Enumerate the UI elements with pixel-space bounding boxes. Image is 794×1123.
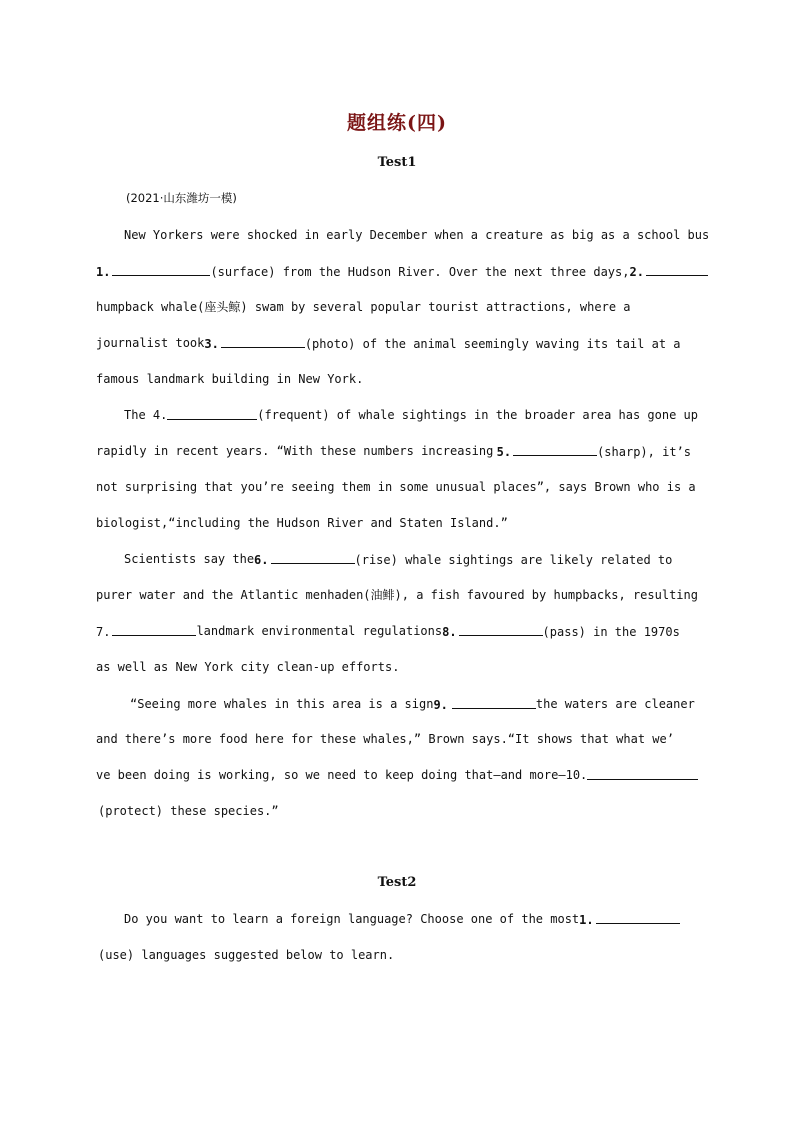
answer-blank-7[interactable] (112, 623, 196, 636)
hint-text: (rise) whale sightings are likely related to (354, 553, 673, 567)
hint-text: (frequent) of whale sightings in the broader area has gone up (257, 408, 698, 422)
answer-blank-8[interactable] (459, 623, 543, 636)
p3-text: as well as New York city clean-up efforts. (96, 660, 400, 674)
test2-heading: Test2 (377, 875, 417, 890)
item-number-7: 7. (96, 625, 111, 639)
source-text: (2021·山东潍坊一模) (126, 191, 237, 205)
test2-item-number-1: 1. (579, 913, 594, 927)
test2-line-1 (124, 911, 671, 928)
p1-line-2 (96, 263, 698, 280)
answer-blank-2[interactable] (646, 263, 708, 276)
p2-text: rapidly in recent years. “With these numbers increasing (96, 444, 494, 458)
p2-line-3 (96, 479, 696, 495)
p2-text: biologist,“including the Hudson River and Staten Island.” (96, 516, 508, 530)
hint-text: (sharp), it’s (597, 445, 691, 459)
source-note (126, 190, 326, 206)
test2-line-2 (98, 947, 700, 963)
answer-blank-5[interactable] (513, 443, 597, 456)
p4-text: ve been doing is working, so we need to keep doing that—and more—10. (96, 768, 588, 782)
p1-line-1 (124, 227, 710, 243)
p1-text: famous landmark building in New York. (96, 372, 364, 386)
item-number-6: 6. (254, 553, 269, 567)
p4-line-3 (96, 767, 698, 783)
answer-blank-4[interactable] (167, 407, 257, 420)
p1-line-5 (96, 371, 698, 387)
item-number-8: 8. (442, 625, 457, 639)
answer-blank-6[interactable] (271, 551, 355, 564)
p1-text: humpback whale(座头鲸) swam by several popular tourist attractions, where a (96, 300, 631, 314)
item-number-1: 1. (96, 265, 111, 279)
p2-text: The 4. (124, 408, 168, 422)
page-title: 题组练(四) (347, 112, 447, 134)
p4-line-4 (98, 803, 700, 819)
hint-text: (photo) of the animal seemingly waving its tail at a (304, 337, 681, 351)
p2-line-1 (124, 407, 698, 423)
item-number-2: 2. (629, 265, 644, 279)
item-number-5: 5. (496, 445, 512, 459)
test2-text: (use) languages suggested below to learn. (98, 948, 395, 962)
p3-text: Scientists say the (124, 552, 255, 566)
hint-text: (pass) in the 1970s (542, 625, 680, 639)
p4-text: and there’s more food here for these whales,” Brown says.“It shows that what we’ (96, 732, 674, 746)
p4-text: “Seeing more whales in this area is a sign (130, 697, 434, 711)
test2-text: Do you want to learn a foreign language? Choose one of the most (124, 912, 580, 926)
answer-blank-10[interactable] (587, 767, 698, 780)
item-number-3: 3. (204, 337, 219, 351)
answer-blank-1[interactable] (112, 263, 210, 276)
p4-line-2 (96, 731, 678, 747)
p3-line-2 (96, 587, 698, 603)
p1-line-4 (96, 335, 681, 352)
p3-line-1 (124, 551, 673, 568)
test1-heading: Test1 (377, 155, 417, 170)
p1-text: New Yorkers were shocked in early December when a creature as big as a school bus (124, 228, 710, 242)
answer-blank-3[interactable] (221, 335, 305, 348)
test2-answer-blank-1[interactable] (596, 911, 680, 924)
item-number-9: 9. (433, 698, 448, 712)
p3-line-3 (96, 623, 678, 640)
p2-line-4 (96, 515, 698, 531)
p4-text: the waters are cleaner (535, 697, 695, 711)
p1-text: journalist took (96, 336, 205, 350)
hint-text: (surface) from the Hudson River. Over the next three days, (210, 265, 630, 279)
p3-text: landmark environmental regulations (196, 624, 443, 638)
p4-line-1 (130, 696, 695, 713)
p3-text: purer water and the Atlantic menhaden(油鲱), a fish favoured by humpbacks, resulting (96, 588, 698, 602)
p2-text: not surprising that you’re seeing them in some unusual places”, says Brown who is a (96, 480, 696, 494)
p3-line-4 (96, 659, 698, 675)
p2-line-2 (96, 443, 691, 460)
answer-blank-9[interactable] (452, 696, 536, 709)
p1-line-3 (96, 299, 631, 315)
p4-text: (protect) these species.” (98, 804, 279, 818)
